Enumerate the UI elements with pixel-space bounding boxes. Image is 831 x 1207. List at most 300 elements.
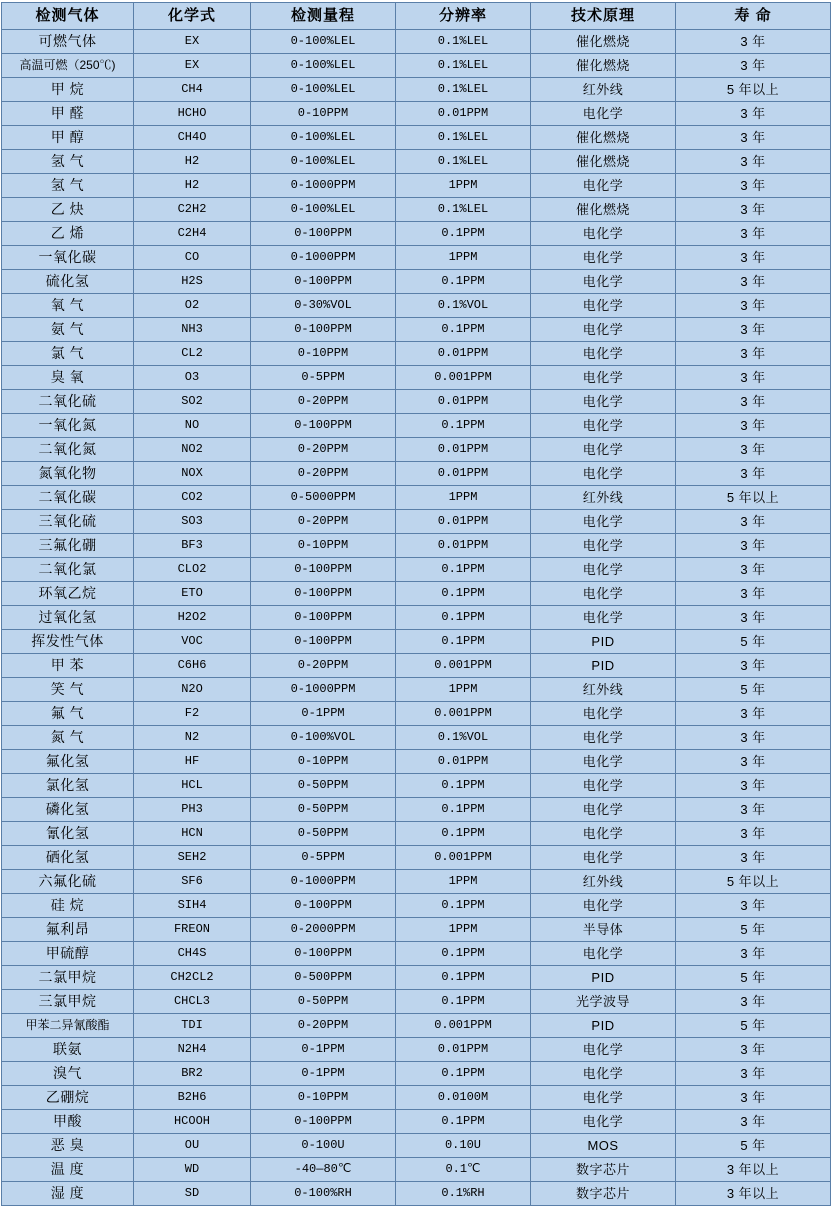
cell-principle: 电化学: [531, 510, 676, 534]
cell-principle: 催化燃烧: [531, 150, 676, 174]
cell-resolution: 0.001PPM: [396, 702, 531, 726]
cell-gas: 甲苯二异氰酸酯: [2, 1014, 134, 1038]
cell-gas: 高温可燃（250℃): [2, 54, 134, 78]
cell-gas: 一氧化氮: [2, 414, 134, 438]
table-row: [2, 534, 831, 558]
cell-gas: 一氧化碳: [2, 246, 134, 270]
cell-gas: 甲 苯: [2, 654, 134, 678]
cell-gas: 三氧化硫: [2, 510, 134, 534]
cell-gas: 氯 气: [2, 342, 134, 366]
cell-resolution: 0.1PPM: [396, 966, 531, 990]
cell-formula: CO: [134, 246, 251, 270]
cell-range: 0-50PPM: [251, 822, 396, 846]
cell-principle: PID: [531, 654, 676, 678]
cell-range: 0-10PPM: [251, 1086, 396, 1110]
cell-range: 0-1PPM: [251, 1062, 396, 1086]
table-row: [2, 1110, 831, 1134]
cell-gas: 可燃气体: [2, 30, 134, 54]
cell-lifetime: 3 年: [676, 150, 831, 174]
cell-gas: 乙 烯: [2, 222, 134, 246]
cell-lifetime: 3 年: [676, 654, 831, 678]
cell-resolution: 0.1℃: [396, 1158, 531, 1182]
table-row: [2, 462, 831, 486]
cell-resolution: 0.01PPM: [396, 1038, 531, 1062]
cell-lifetime: 3 年: [676, 774, 831, 798]
cell-lifetime: 5 年以上: [676, 486, 831, 510]
table-row: [2, 390, 831, 414]
table-row: [2, 654, 831, 678]
cell-gas: 二氧化氮: [2, 438, 134, 462]
cell-principle: 数字芯片: [531, 1158, 676, 1182]
cell-lifetime: 3 年: [676, 942, 831, 966]
cell-range: 0-100PPM: [251, 270, 396, 294]
cell-resolution: 0.1PPM: [396, 990, 531, 1014]
cell-range: 0-100PPM: [251, 558, 396, 582]
cell-lifetime: 5 年以上: [676, 870, 831, 894]
cell-formula: EX: [134, 54, 251, 78]
cell-gas: 氟利昂: [2, 918, 134, 942]
cell-principle: 电化学: [531, 222, 676, 246]
cell-lifetime: 3 年: [676, 894, 831, 918]
cell-range: 0-500PPM: [251, 966, 396, 990]
table-row: [2, 870, 831, 894]
table-row: [2, 486, 831, 510]
cell-range: 0-20PPM: [251, 462, 396, 486]
cell-lifetime: 3 年: [676, 390, 831, 414]
table-row: [2, 102, 831, 126]
cell-principle: 红外线: [531, 678, 676, 702]
table-row: [2, 318, 831, 342]
table-row: [2, 222, 831, 246]
cell-lifetime: 5 年: [676, 630, 831, 654]
cell-formula: NH3: [134, 318, 251, 342]
table-row: [2, 438, 831, 462]
cell-gas: 甲 醛: [2, 102, 134, 126]
cell-principle: 电化学: [531, 462, 676, 486]
cell-range: 0-100PPM: [251, 222, 396, 246]
cell-resolution: 0.1%LEL: [396, 150, 531, 174]
cell-range: 0-100PPM: [251, 414, 396, 438]
cell-principle: 电化学: [531, 414, 676, 438]
cell-resolution: 1PPM: [396, 486, 531, 510]
cell-principle: 电化学: [531, 1038, 676, 1062]
cell-resolution: 0.1%RH: [396, 1182, 531, 1206]
column-header-gas: 检测气体: [2, 3, 134, 30]
cell-formula: NO2: [134, 438, 251, 462]
cell-formula: PH3: [134, 798, 251, 822]
cell-principle: 电化学: [531, 822, 676, 846]
cell-principle: 电化学: [531, 438, 676, 462]
cell-resolution: 0.1PPM: [396, 222, 531, 246]
column-header-lifetime: 寿 命: [676, 3, 831, 30]
cell-gas: 臭 氧: [2, 366, 134, 390]
cell-lifetime: 3 年: [676, 1086, 831, 1110]
cell-gas: 挥发性气体: [2, 630, 134, 654]
cell-gas: 氧 气: [2, 294, 134, 318]
cell-lifetime: 3 年: [676, 342, 831, 366]
cell-resolution: 0.1%LEL: [396, 126, 531, 150]
cell-formula: NOX: [134, 462, 251, 486]
cell-principle: 电化学: [531, 318, 676, 342]
cell-gas: 甲 烷: [2, 78, 134, 102]
cell-formula: VOC: [134, 630, 251, 654]
table-row: [2, 630, 831, 654]
cell-principle: PID: [531, 966, 676, 990]
cell-lifetime: 3 年: [676, 174, 831, 198]
cell-range: 0-20PPM: [251, 390, 396, 414]
cell-principle: 电化学: [531, 774, 676, 798]
cell-range: 0-5PPM: [251, 846, 396, 870]
cell-formula: CH2CL2: [134, 966, 251, 990]
cell-lifetime: 3 年: [676, 558, 831, 582]
cell-principle: 电化学: [531, 846, 676, 870]
cell-lifetime: 3 年: [676, 798, 831, 822]
cell-principle: 电化学: [531, 174, 676, 198]
cell-range: 0-100PPM: [251, 1110, 396, 1134]
cell-resolution: 0.1PPM: [396, 630, 531, 654]
cell-resolution: 0.1PPM: [396, 1110, 531, 1134]
cell-lifetime: 3 年以上: [676, 1158, 831, 1182]
cell-range: 0-10PPM: [251, 102, 396, 126]
cell-resolution: 0.1PPM: [396, 798, 531, 822]
cell-principle: 电化学: [531, 606, 676, 630]
cell-principle: 半导体: [531, 918, 676, 942]
column-header-principle: 技术原理: [531, 3, 676, 30]
cell-principle: 电化学: [531, 534, 676, 558]
cell-range: 0-10PPM: [251, 534, 396, 558]
cell-principle: 光学波导: [531, 990, 676, 1014]
cell-resolution: 0.1PPM: [396, 1062, 531, 1086]
cell-lifetime: 5 年以上: [676, 78, 831, 102]
table-row: [2, 1134, 831, 1158]
cell-lifetime: 5 年: [676, 1014, 831, 1038]
cell-resolution: 0.1PPM: [396, 318, 531, 342]
cell-gas: 湿 度: [2, 1182, 134, 1206]
cell-principle: 电化学: [531, 726, 676, 750]
column-header-resolution: 分辨率: [396, 3, 531, 30]
cell-range: 0-100PPM: [251, 630, 396, 654]
cell-range: 0-100%LEL: [251, 30, 396, 54]
cell-formula: O2: [134, 294, 251, 318]
cell-resolution: 0.01PPM: [396, 462, 531, 486]
table-row: [2, 366, 831, 390]
cell-resolution: 0.1%LEL: [396, 198, 531, 222]
cell-formula: CH4O: [134, 126, 251, 150]
cell-range: 0-1000PPM: [251, 870, 396, 894]
table-row: [2, 558, 831, 582]
cell-resolution: 0.001PPM: [396, 366, 531, 390]
cell-lifetime: 3 年: [676, 726, 831, 750]
cell-principle: 催化燃烧: [531, 126, 676, 150]
cell-gas: 三氟化硼: [2, 534, 134, 558]
cell-gas: 二氧化氯: [2, 558, 134, 582]
cell-gas: 硫化氢: [2, 270, 134, 294]
cell-principle: 电化学: [531, 702, 676, 726]
table-row: [2, 1062, 831, 1086]
cell-range: 0-50PPM: [251, 990, 396, 1014]
cell-principle: 电化学: [531, 366, 676, 390]
cell-formula: SIH4: [134, 894, 251, 918]
cell-resolution: 0.1PPM: [396, 942, 531, 966]
table-row: [2, 54, 831, 78]
table-row: [2, 246, 831, 270]
table-row: [2, 1086, 831, 1110]
cell-formula: NO: [134, 414, 251, 438]
cell-principle: 红外线: [531, 78, 676, 102]
cell-principle: 电化学: [531, 390, 676, 414]
cell-resolution: 0.1PPM: [396, 582, 531, 606]
cell-resolution: 1PPM: [396, 918, 531, 942]
table-row: [2, 702, 831, 726]
cell-lifetime: 3 年: [676, 414, 831, 438]
cell-formula: N2O: [134, 678, 251, 702]
cell-gas: 六氟化硫: [2, 870, 134, 894]
cell-resolution: 0.1PPM: [396, 606, 531, 630]
cell-resolution: 0.01PPM: [396, 750, 531, 774]
cell-lifetime: 3 年: [676, 126, 831, 150]
cell-formula: HCOOH: [134, 1110, 251, 1134]
cell-gas: 氮氧化物: [2, 462, 134, 486]
table-row: [2, 414, 831, 438]
cell-gas: 二氧化硫: [2, 390, 134, 414]
cell-lifetime: 3 年: [676, 270, 831, 294]
cell-resolution: 0.001PPM: [396, 654, 531, 678]
cell-formula: HCHO: [134, 102, 251, 126]
cell-gas: 过氧化氢: [2, 606, 134, 630]
cell-range: 0-5000PPM: [251, 486, 396, 510]
cell-resolution: 0.001PPM: [396, 1014, 531, 1038]
cell-gas: 氨 气: [2, 318, 134, 342]
cell-principle: 数字芯片: [531, 1182, 676, 1206]
table-row: [2, 1158, 831, 1182]
table-row: [2, 918, 831, 942]
cell-range: 0-100U: [251, 1134, 396, 1158]
cell-gas: 氢 气: [2, 174, 134, 198]
table-row: [2, 174, 831, 198]
cell-formula: N2H4: [134, 1038, 251, 1062]
cell-formula: TDI: [134, 1014, 251, 1038]
cell-lifetime: 3 年: [676, 510, 831, 534]
table-row: [2, 1014, 831, 1038]
cell-principle: 电化学: [531, 1086, 676, 1110]
cell-formula: SF6: [134, 870, 251, 894]
cell-principle: 电化学: [531, 294, 676, 318]
cell-formula: H2O2: [134, 606, 251, 630]
cell-lifetime: 5 年: [676, 1134, 831, 1158]
cell-gas: 硅 烷: [2, 894, 134, 918]
cell-resolution: 0.01PPM: [396, 438, 531, 462]
cell-gas: 氟 气: [2, 702, 134, 726]
cell-lifetime: 3 年以上: [676, 1182, 831, 1206]
cell-principle: 红外线: [531, 870, 676, 894]
table-row: [2, 198, 831, 222]
cell-gas: 硒化氢: [2, 846, 134, 870]
table-row: [2, 1038, 831, 1062]
cell-lifetime: 3 年: [676, 30, 831, 54]
table-row: [2, 510, 831, 534]
cell-lifetime: 3 年: [676, 846, 831, 870]
cell-lifetime: 3 年: [676, 246, 831, 270]
cell-lifetime: 3 年: [676, 102, 831, 126]
cell-formula: B2H6: [134, 1086, 251, 1110]
table-row: [2, 750, 831, 774]
cell-lifetime: 3 年: [676, 606, 831, 630]
table-row: [2, 678, 831, 702]
cell-formula: CL2: [134, 342, 251, 366]
cell-formula: SEH2: [134, 846, 251, 870]
cell-range: 0-20PPM: [251, 654, 396, 678]
cell-formula: H2S: [134, 270, 251, 294]
cell-range: 0-5PPM: [251, 366, 396, 390]
cell-range: -40—80℃: [251, 1158, 396, 1182]
cell-range: 0-100PPM: [251, 894, 396, 918]
cell-gas: 氟化氢: [2, 750, 134, 774]
cell-gas: 联氨: [2, 1038, 134, 1062]
cell-range: 0-50PPM: [251, 798, 396, 822]
cell-resolution: 0.01PPM: [396, 534, 531, 558]
cell-lifetime: 3 年: [676, 582, 831, 606]
cell-lifetime: 5 年: [676, 678, 831, 702]
cell-lifetime: 3 年: [676, 990, 831, 1014]
cell-formula: CH4: [134, 78, 251, 102]
table-row: [2, 990, 831, 1014]
table-row: [2, 126, 831, 150]
cell-range: 0-100%LEL: [251, 54, 396, 78]
table-row: [2, 270, 831, 294]
cell-range: 0-50PPM: [251, 774, 396, 798]
cell-resolution: 0.0100M: [396, 1086, 531, 1110]
cell-resolution: 1PPM: [396, 870, 531, 894]
cell-resolution: 0.1PPM: [396, 270, 531, 294]
cell-lifetime: 3 年: [676, 54, 831, 78]
cell-lifetime: 3 年: [676, 534, 831, 558]
cell-range: 0-100%RH: [251, 1182, 396, 1206]
cell-gas: 温 度: [2, 1158, 134, 1182]
table-row: [2, 942, 831, 966]
cell-range: 0-1000PPM: [251, 678, 396, 702]
cell-formula: BF3: [134, 534, 251, 558]
cell-lifetime: 3 年: [676, 750, 831, 774]
cell-formula: SD: [134, 1182, 251, 1206]
table-row: [2, 342, 831, 366]
cell-range: 0-100%LEL: [251, 198, 396, 222]
cell-lifetime: 3 年: [676, 294, 831, 318]
cell-range: 0-20PPM: [251, 510, 396, 534]
cell-lifetime: 3 年: [676, 1038, 831, 1062]
table-row: [2, 606, 831, 630]
cell-formula: ETO: [134, 582, 251, 606]
cell-formula: CH4S: [134, 942, 251, 966]
table-header: [2, 3, 831, 30]
cell-lifetime: 3 年: [676, 1110, 831, 1134]
cell-resolution: 0.01PPM: [396, 102, 531, 126]
cell-formula: BR2: [134, 1062, 251, 1086]
cell-range: 0-100%LEL: [251, 126, 396, 150]
cell-range: 0-20PPM: [251, 1014, 396, 1038]
cell-gas: 甲酸: [2, 1110, 134, 1134]
cell-formula: H2: [134, 150, 251, 174]
cell-formula: FREON: [134, 918, 251, 942]
cell-principle: 电化学: [531, 1110, 676, 1134]
cell-principle: 电化学: [531, 798, 676, 822]
table-row: [2, 1182, 831, 1206]
cell-formula: OU: [134, 1134, 251, 1158]
cell-range: 0-100PPM: [251, 606, 396, 630]
cell-lifetime: 3 年: [676, 462, 831, 486]
cell-principle: PID: [531, 630, 676, 654]
table-row: [2, 726, 831, 750]
cell-resolution: 0.01PPM: [396, 342, 531, 366]
cell-range: 0-100%LEL: [251, 78, 396, 102]
cell-principle: 催化燃烧: [531, 30, 676, 54]
cell-formula: N2: [134, 726, 251, 750]
cell-principle: 催化燃烧: [531, 198, 676, 222]
cell-lifetime: 3 年: [676, 318, 831, 342]
cell-lifetime: 3 年: [676, 438, 831, 462]
cell-principle: 催化燃烧: [531, 54, 676, 78]
cell-range: 0-20PPM: [251, 438, 396, 462]
cell-range: 0-100%VOL: [251, 726, 396, 750]
table-body: [2, 30, 831, 1206]
cell-lifetime: 3 年: [676, 1062, 831, 1086]
table-header-row: [2, 3, 831, 30]
cell-resolution: 1PPM: [396, 174, 531, 198]
cell-range: 0-100%LEL: [251, 150, 396, 174]
cell-resolution: 0.1%LEL: [396, 78, 531, 102]
cell-gas: 甲硫醇: [2, 942, 134, 966]
cell-principle: PID: [531, 1014, 676, 1038]
cell-gas: 氢 气: [2, 150, 134, 174]
cell-range: 0-1PPM: [251, 1038, 396, 1062]
cell-principle: 电化学: [531, 582, 676, 606]
cell-resolution: 0.001PPM: [396, 846, 531, 870]
cell-gas: 二氧化碳: [2, 486, 134, 510]
cell-resolution: 0.1PPM: [396, 558, 531, 582]
cell-formula: HCN: [134, 822, 251, 846]
cell-resolution: 0.01PPM: [396, 510, 531, 534]
cell-gas: 溴气: [2, 1062, 134, 1086]
cell-formula: C6H6: [134, 654, 251, 678]
cell-gas: 氮 气: [2, 726, 134, 750]
cell-lifetime: 3 年: [676, 198, 831, 222]
table-row: [2, 30, 831, 54]
cell-formula: C2H2: [134, 198, 251, 222]
cell-lifetime: 3 年: [676, 366, 831, 390]
cell-range: 0-30%VOL: [251, 294, 396, 318]
table-row: [2, 294, 831, 318]
cell-resolution: 0.1PPM: [396, 894, 531, 918]
cell-gas: 笑 气: [2, 678, 134, 702]
cell-range: 0-1000PPM: [251, 174, 396, 198]
table-row: [2, 798, 831, 822]
cell-range: 0-10PPM: [251, 750, 396, 774]
cell-resolution: 0.1PPM: [396, 414, 531, 438]
cell-resolution: 1PPM: [396, 246, 531, 270]
table-row: [2, 966, 831, 990]
table-row: [2, 822, 831, 846]
cell-gas: 恶 臭: [2, 1134, 134, 1158]
cell-gas: 甲 醇: [2, 126, 134, 150]
cell-range: 0-1PPM: [251, 702, 396, 726]
cell-gas: 三氯甲烷: [2, 990, 134, 1014]
cell-range: 0-10PPM: [251, 342, 396, 366]
cell-range: 0-100PPM: [251, 942, 396, 966]
cell-lifetime: 5 年: [676, 918, 831, 942]
cell-gas: 二氯甲烷: [2, 966, 134, 990]
table-row: [2, 774, 831, 798]
cell-principle: 电化学: [531, 894, 676, 918]
cell-principle: 电化学: [531, 1062, 676, 1086]
